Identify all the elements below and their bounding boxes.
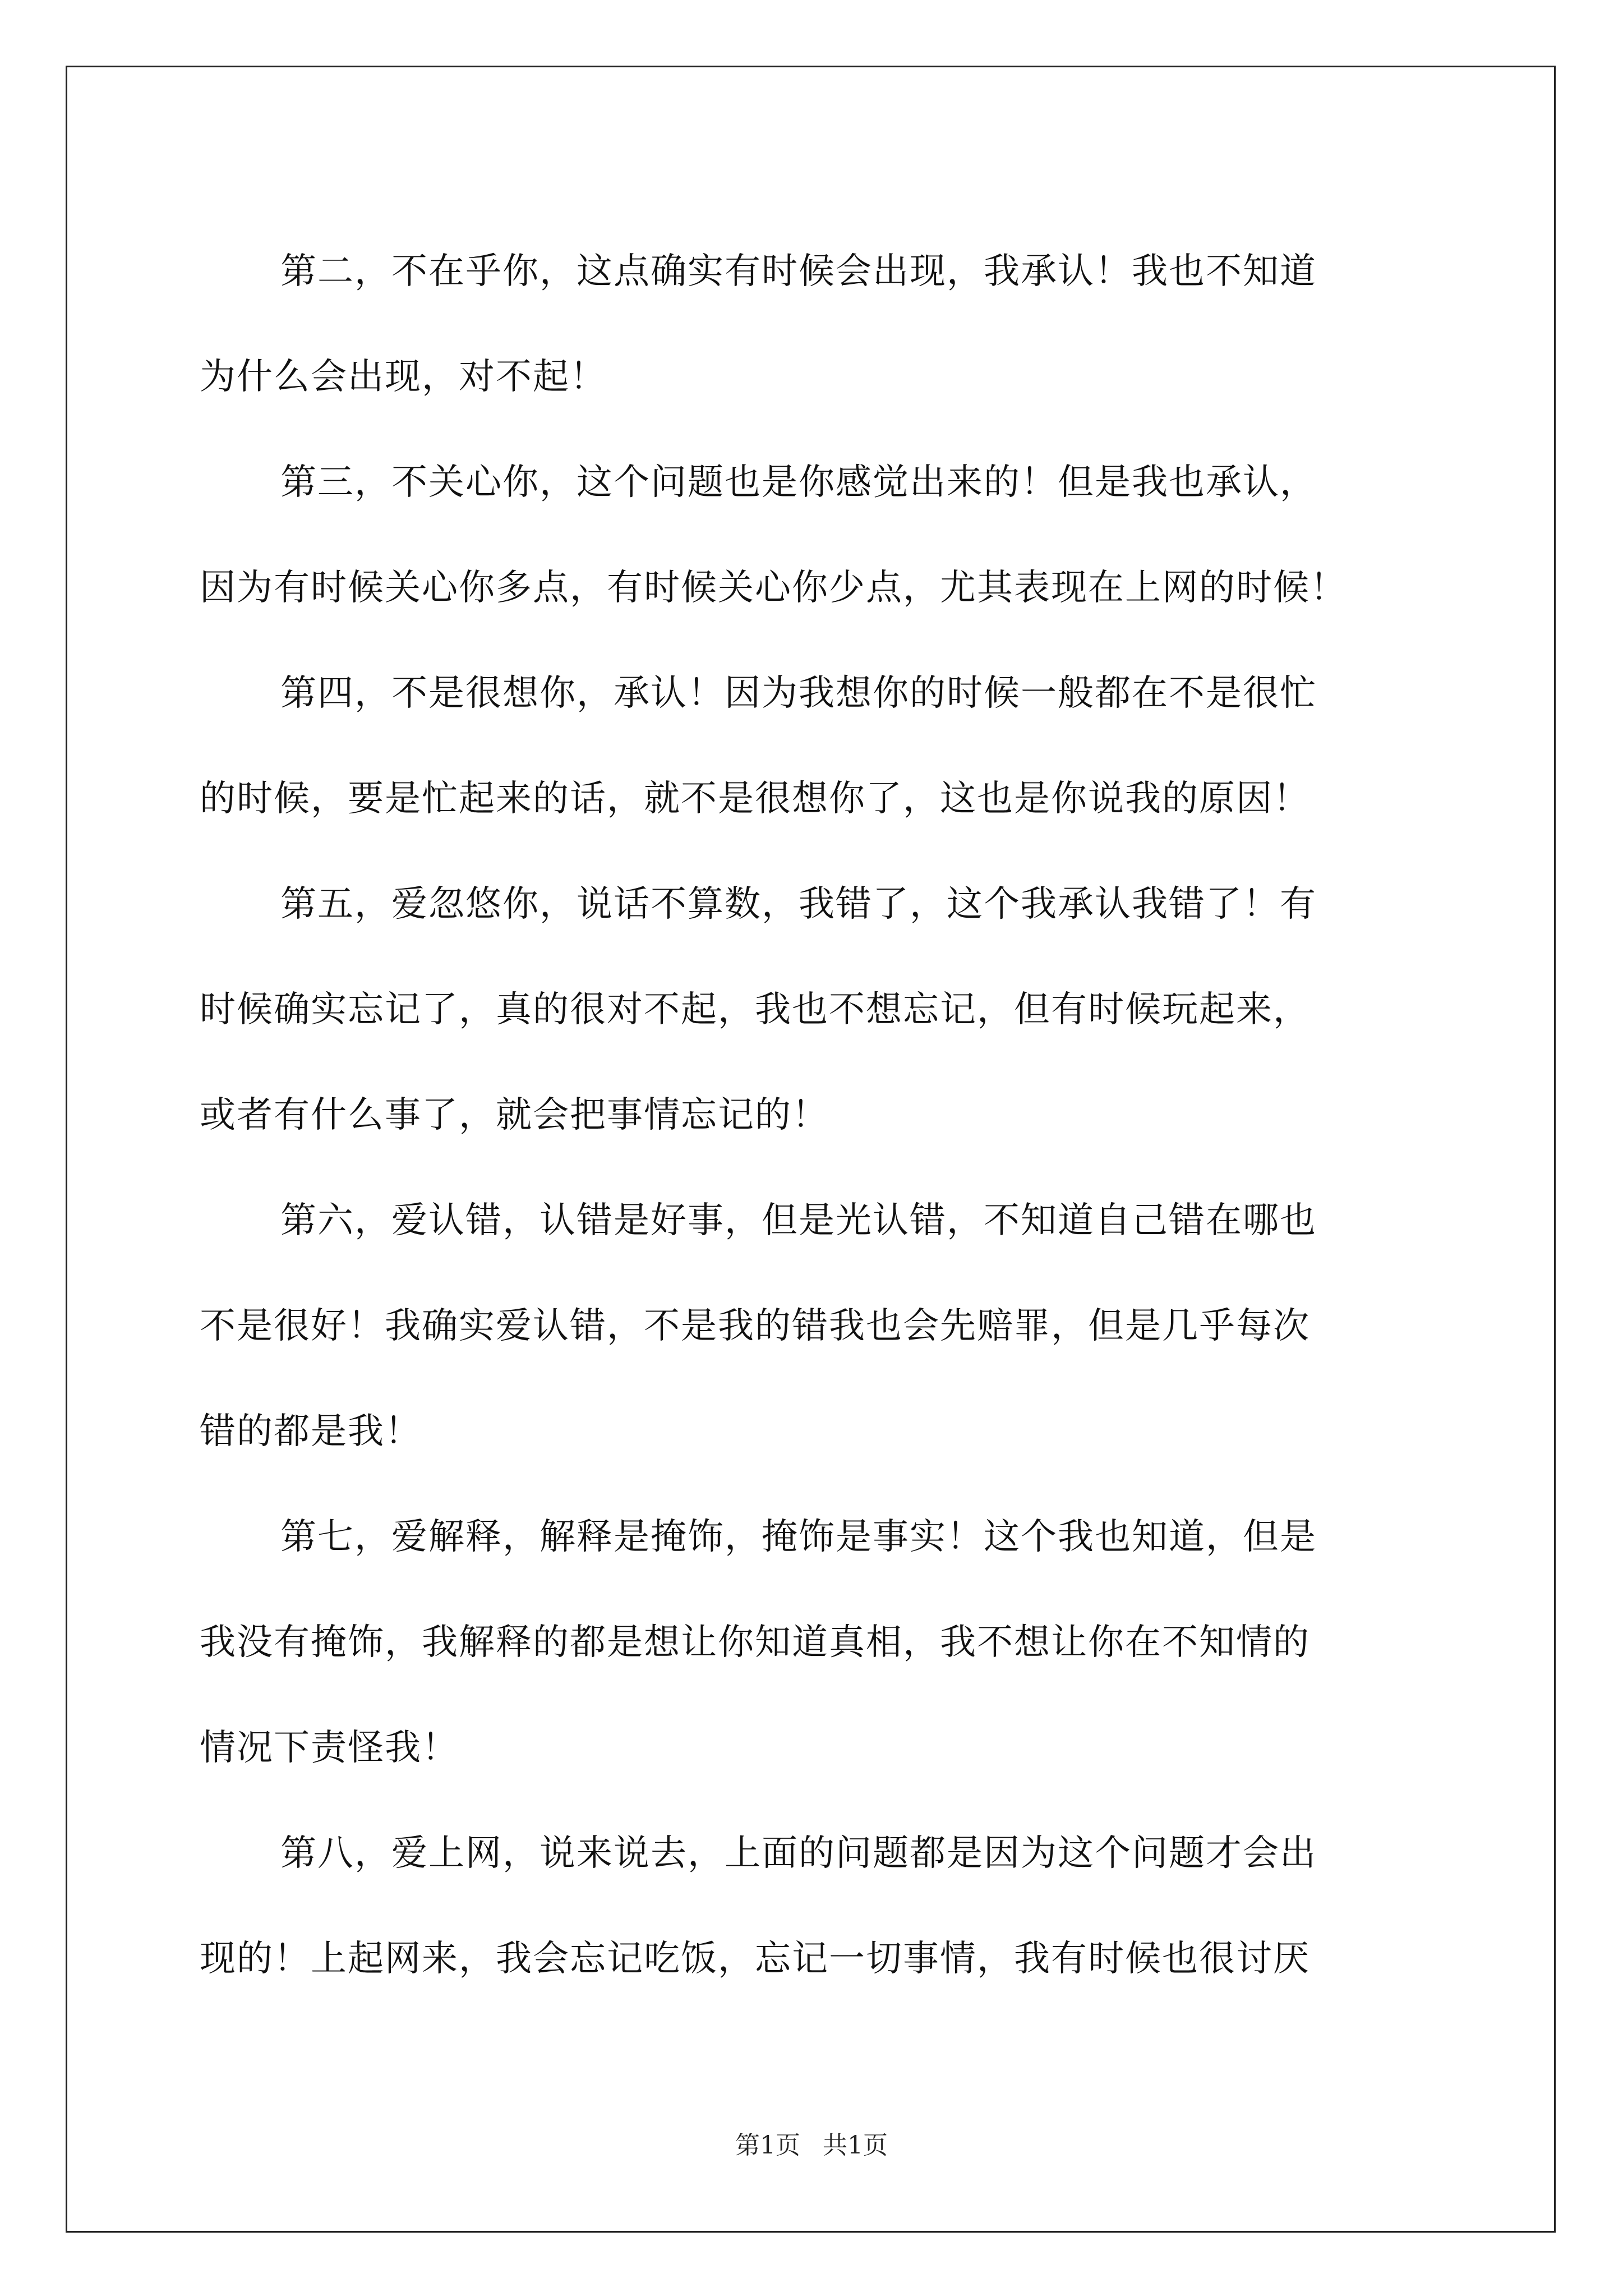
paragraph-line: 第三，不关心你，这个问题也是你感觉出来的！但是我也承认， [280, 462, 1317, 503]
page-footer [0, 2125, 1623, 2161]
paragraph-line: 我没有掩饰，我解释的都是想让你知道真相，我不想让你在不知情的 [200, 1622, 1310, 1663]
paragraph-line: 的时候，要是忙起来的话，就不是很想你了，这也是你说我的原因！ [200, 778, 1310, 820]
paragraph-line: 因为有时候关心你多点，有时候关心你少点，尤其表现在上网的时候！ [200, 567, 1347, 609]
paragraph-line: 为什么会出现，对不起！ [200, 356, 607, 398]
paragraph [200, 1801, 1428, 2012]
paragraph-line: 第二，不在乎你，这点确实有时候会出现，我承认！我也不知道 [280, 251, 1317, 292]
page-number: 第1页 [735, 2131, 800, 2160]
paragraph-line: 第七，爱解释，解释是掩饰，掩饰是事实！这个我也知道，但是 [280, 1516, 1317, 1558]
paragraph-line: 第六，爱认错，认错是好事，但是光认错，不知道自己错在哪也 [280, 1200, 1317, 1241]
paragraph-line: 或者有什么事了，就会把事情忘记的！ [200, 1094, 829, 1136]
paragraph [200, 1168, 1428, 1484]
paragraph-line: 第五，爱忽悠你，说话不算数，我错了，这个我承认我错了！有 [280, 884, 1317, 925]
paragraph [200, 641, 1428, 852]
paragraph-line: 情况下责怪我！ [200, 1727, 459, 1769]
paragraph-line: 第四，不是很想你，承认！因为我想你的时候一般都在不是很忙 [280, 673, 1317, 714]
paragraph-line: 不是很好！我确实爱认错，不是我的错我也会先赔罪，但是几乎每次 [200, 1305, 1310, 1347]
paragraph-line: 错的都是我！ [200, 1411, 422, 1452]
paragraph [200, 219, 1428, 430]
document-body [200, 219, 1428, 2012]
page-total: 共1页 [823, 2131, 888, 2160]
paragraph [200, 852, 1428, 1168]
paragraph-line: 时候确实忘记了，真的很对不起，我也不想忘记，但有时候玩起来， [200, 989, 1310, 1030]
paragraph-line: 现的！上起网来，我会忘记吃饭，忘记一切事情，我有时候也很讨厌 [200, 1938, 1310, 1980]
paragraph-line: 第八，爱上网，说来说去，上面的问题都是因为这个问题才会出 [280, 1833, 1317, 1874]
paragraph [200, 430, 1428, 641]
paragraph [200, 1484, 1428, 1801]
